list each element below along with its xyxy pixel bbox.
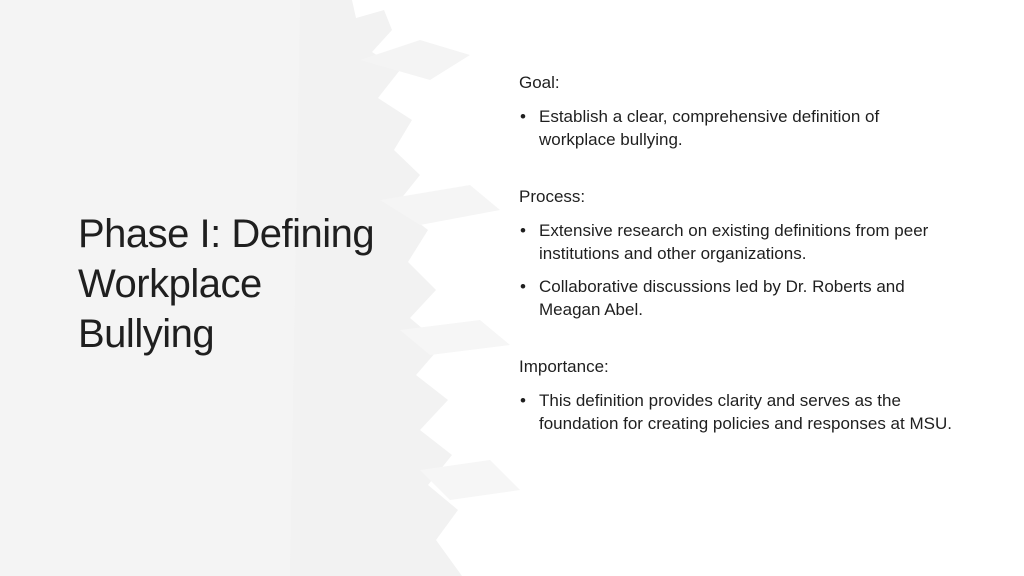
process-bullet-list	[519, 219, 959, 321]
process-bullet-2: • Collaborative discussions led by Dr. Roberts and Meagan Abel.	[519, 275, 959, 321]
process-section	[519, 185, 959, 321]
slide-title-line-3: Bullying	[78, 312, 215, 356]
title-block	[78, 209, 418, 359]
importance-section	[519, 355, 959, 435]
goal-bullet-list	[519, 105, 959, 151]
process-bullet-1: • Extensive research on existing definitions from peer institutions and other organizations.	[519, 219, 959, 265]
importance-bullet-1: • This definition provides clarity and serves as the foundation for creating policies and responses at MSU.	[519, 389, 959, 435]
slide-title-line-1: Phase I: Defining	[78, 212, 375, 256]
goal-bullet-1: • Establish a clear, comprehensive definition of workplace bullying.	[519, 105, 959, 151]
slide-title-line-2: Workplace	[78, 262, 262, 306]
process-heading: Process:	[519, 187, 586, 206]
goal-section	[519, 71, 959, 151]
slide-title	[78, 209, 418, 359]
importance-bullet-list	[519, 389, 959, 435]
importance-heading: Importance:	[519, 357, 609, 376]
goal-heading: Goal:	[519, 73, 560, 92]
slide-content	[519, 71, 959, 445]
